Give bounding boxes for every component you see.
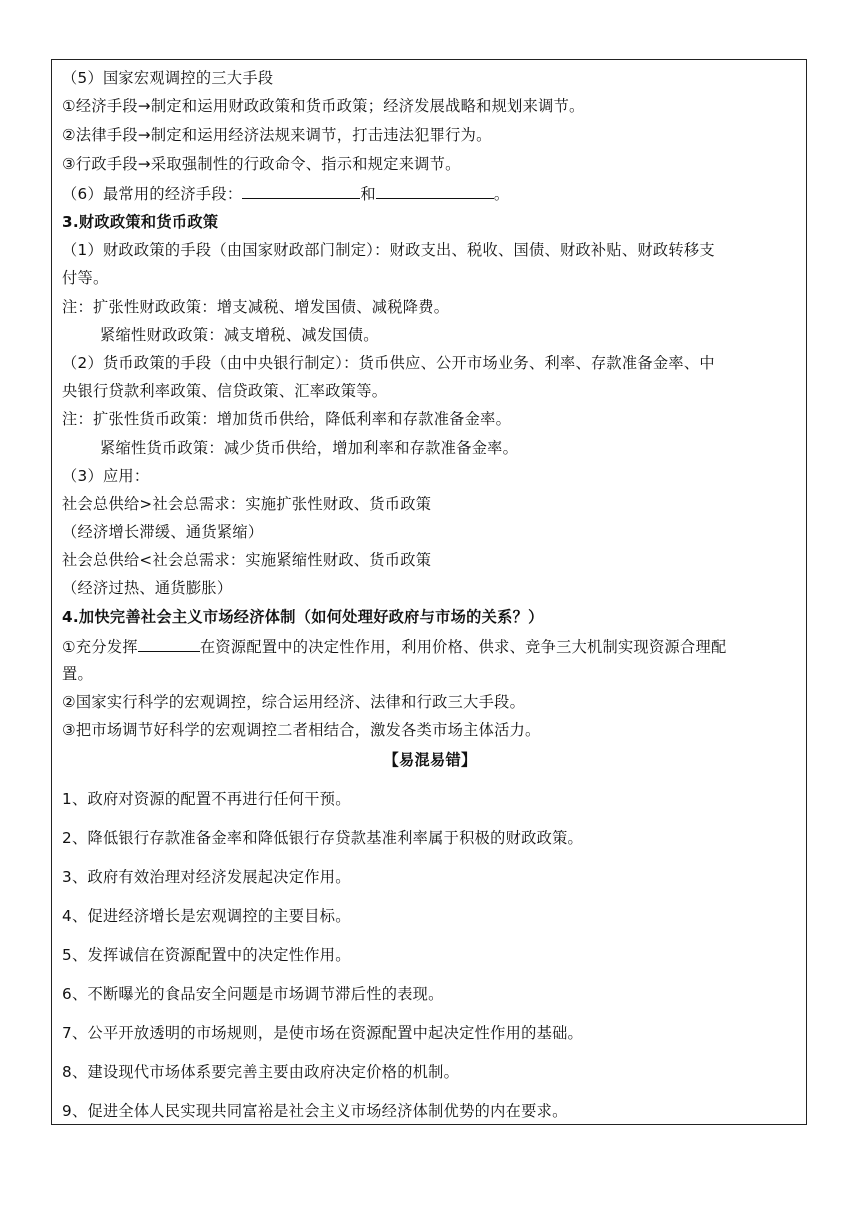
confusion-item: 2、降低银行存款准备金率和降低银行存贷款基准利率属于积极的财政政策。 — [62, 829, 584, 847]
item6-mid: 和 — [360, 185, 376, 203]
confusion-item: 7、公平开放透明的市场规则，是使市场在资源配置中起决定性作用的基础。 — [62, 1024, 584, 1042]
item6-end: 。 — [493, 185, 510, 203]
confusion-item: 8、建设现代市场体系要完善主要由政府决定价格的机制。 — [62, 1063, 460, 1081]
item5-title: （5）国家宏观调控的三大手段 — [62, 69, 274, 87]
section4-point1 — [62, 636, 726, 657]
application-1-note: （经济增长滞缓、通货紧缩） — [62, 523, 264, 541]
confusion-title: 【易混易错】 — [383, 751, 477, 769]
point1-suffix: 在资源配置中的决定性作用，利用价格、供求、竞争三大机制实现资源合理配 — [199, 638, 727, 656]
item5-administrative: ③行政手段→采取强制性的行政命令、指示和规定来调节。 — [62, 155, 461, 173]
confusion-item: 9、促进全体人民实现共同富裕是社会主义市场经济体制优势的内在要求。 — [62, 1102, 568, 1120]
confusion-item: 6、不断曝光的食品安全问题是市场调节滞后性的表现。 — [62, 985, 444, 1003]
fiscal-note: 注：扩张性财政政策：增支减税、增发国债、减税降费。 — [62, 298, 450, 316]
confusion-item: 1、政府对资源的配置不再进行任何干预。 — [62, 790, 351, 808]
section4-point2: ②国家实行科学的宏观调控，综合运用经济、法律和行政三大手段。 — [62, 693, 526, 711]
point1-prefix: ①充分发挥 — [62, 638, 138, 656]
fiscal-note-tight: 紧缩性财政政策：减支增税、减发国债。 — [100, 326, 379, 344]
monetary-line2: 央银行贷款利率政策、信贷政策、汇率政策等。 — [62, 382, 388, 400]
item6-line — [62, 183, 509, 204]
application-2: 社会总供给<社会总需求：实施紧缩性财政、货币政策 — [62, 551, 432, 569]
application-title: （3）应用： — [62, 467, 150, 485]
section4-point1-cont: 置。 — [62, 665, 93, 683]
fill-blank-1[interactable] — [242, 183, 360, 199]
monetary-note-tight: 紧缩性货币政策：减少货币供给，增加利率和存款准备金率。 — [100, 439, 519, 457]
fiscal-line2: 付等。 — [62, 269, 109, 287]
item5-legal: ②法律手段→制定和运用经济法规来调节，打击违法犯罪行为。 — [62, 126, 492, 144]
confusion-item: 5、发挥诚信在资源配置中的决定性作用。 — [62, 946, 351, 964]
section4-point3: ③把市场调节好科学的宏观调控二者相结合，激发各类市场主体活力。 — [62, 721, 541, 739]
section4-heading: 4.加快完善社会主义市场经济体制（如何处理好政府与市场的关系？） — [62, 608, 544, 626]
application-2-note: （经济过热、通货膨胀） — [62, 579, 233, 597]
item6-prefix: （6）最常用的经济手段： — [62, 185, 243, 203]
item5-economic: ①经济手段→制定和运用财政政策和货币政策；经济发展战略和规划来调节。 — [62, 97, 585, 115]
monetary-line1: （2）货币政策的手段（由中央银行制定）：货币供应、公开市场业务、利率、存款准备金率、中 — [62, 354, 715, 372]
application-1: 社会总供给>社会总需求：实施扩张性财政、货币政策 — [62, 495, 432, 513]
monetary-note: 注：扩张性货币政策：增加货币供给，降低利率和存款准备金率。 — [62, 410, 512, 428]
fill-blank-2[interactable] — [376, 183, 494, 199]
confusion-item: 4、促进经济增长是宏观调控的主要目标。 — [62, 907, 351, 925]
fill-blank-3[interactable] — [138, 636, 200, 652]
fiscal-line1: （1）财政政策的手段（由国家财政部门制定）：财政支出、税收、国债、财政补贴、财政转移支 — [62, 241, 715, 259]
section3-heading: 3.财政政策和货币政策 — [62, 213, 219, 231]
confusion-item: 3、政府有效治理对经济发展起决定作用。 — [62, 868, 351, 886]
